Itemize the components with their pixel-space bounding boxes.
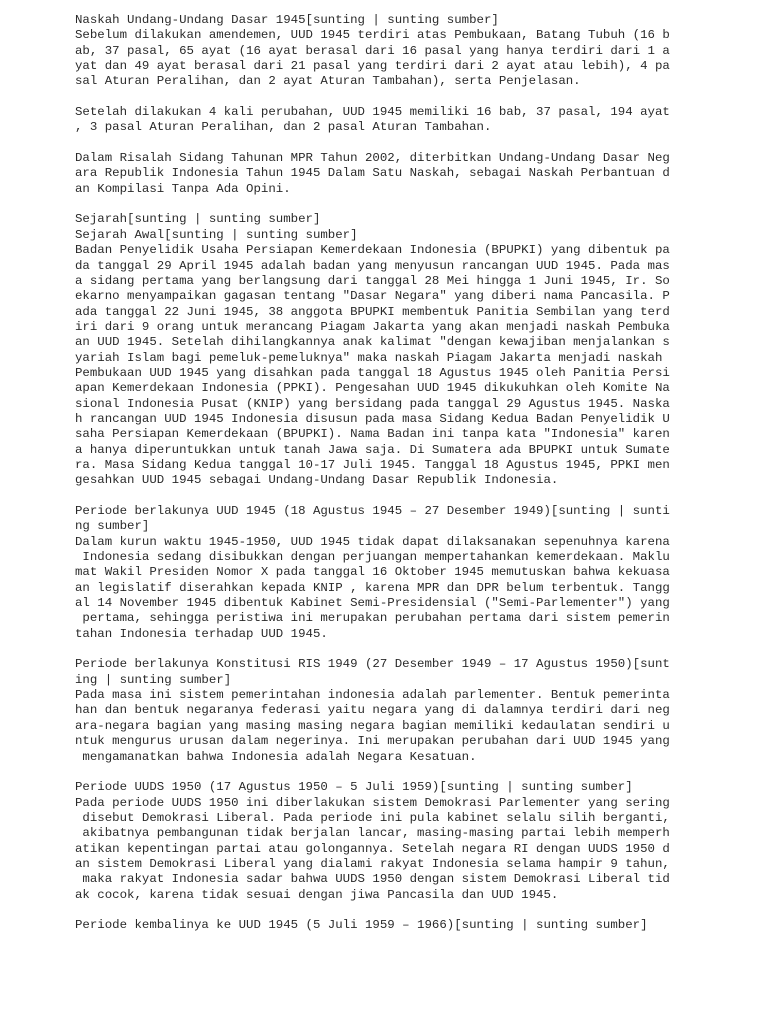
text-line: ak cocok, karena tidak sesuai dengan jiwa Pancasila dan UUD 1945. bbox=[75, 887, 559, 902]
text-line: pertama, sehingga peristiwa ini merupakan perubahan pertama dari sistem pemerin bbox=[75, 611, 670, 626]
text-line: apan Kemerdekaan Indonesia (PPKI). Pengesahan UUD 1945 dikukuhkan oleh Komite Na bbox=[75, 381, 670, 396]
text-line: an Kompilasi Tanpa Ada Opini. bbox=[75, 181, 291, 196]
text-line: saha Persiapan Kemerdekaan (BPUPKI). Nama Badan ini tanpa kata "Indonesia" karen bbox=[75, 427, 670, 442]
text-line: akibatnya pembangunan tidak berjalan lancar, masing-masing partai lebih memperh bbox=[75, 826, 670, 841]
section-heading-line: Sejarah Awal[sunting | sunting sumber] bbox=[75, 227, 358, 242]
section-heading-line: Periode berlakunya UUD 1945 (18 Agustus 1945 – 27 Desember 1949)[sunting | sunti bbox=[75, 504, 670, 518]
text-line: mat Wakil Presiden Nomor X pada tanggal 16 Oktober 1945 memutuskan bahwa kekuasa bbox=[75, 565, 670, 580]
section-heading-line: Periode kembalinya ke UUD 1945 (5 Juli 1959 – 1966)[sunting | sunting sumber] bbox=[75, 918, 648, 933]
text-line: Badan Penyelidik Usaha Persiapan Kemerdekaan Indonesia (BPUPKI) yang dibentuk pa bbox=[75, 243, 670, 258]
text-line: disebut Demokrasi Liberal. Pada periode ini pula kabinet selalu silih berganti, bbox=[75, 810, 670, 825]
text-line: ntuk mengurus urusan dalam negerinya. Ini merupakan perubahan dari UUD 1945 yang bbox=[75, 734, 670, 749]
text-line: ra. Masa Sidang Kedua tanggal 10-17 Juli 1945. Tanggal 18 Agustus 1945, PPKI men bbox=[75, 457, 670, 472]
text-line: mengamanatkan bahwa Indonesia adalah Negara Kesatuan. bbox=[75, 749, 477, 764]
section-heading-line: ng sumber] bbox=[75, 519, 150, 534]
blank-line bbox=[75, 642, 768, 657]
blank-line bbox=[75, 489, 768, 504]
blank-line bbox=[75, 197, 768, 212]
text-line: maka rakyat Indonesia sadar bahwa UUDS 1950 dengan sistem Demokrasi Liberal tid bbox=[75, 872, 670, 887]
text-line: an legislatif diserahkan kepada KNIP , karena MPR dan DPR belum terbentuk. Tangg bbox=[75, 580, 670, 595]
text-line: , 3 pasal Aturan Peralihan, dan 2 pasal Aturan Tambahan. bbox=[75, 120, 492, 135]
text-line: Setelah dilakukan 4 kali perubahan, UUD 1945 memiliki 16 bab, 37 pasal, 194 ayat bbox=[75, 105, 670, 120]
text-line: a sidang pertama yang berlangsung dari tanggal 28 Mei hingga 1 Juni 1945, Ir. So bbox=[75, 273, 670, 288]
text-line: a hanya diperuntukkan untuk tanah Jawa saja. Di Sumatera ada BPUPKI untuk Sumate bbox=[75, 442, 670, 457]
blank-line bbox=[75, 90, 768, 105]
text-line: ara-negara bagian yang masing masing negara bagian memiliki kedaulatan sendiri u bbox=[75, 718, 670, 733]
section-heading-line: ing | sunting sumber] bbox=[75, 672, 232, 687]
text-line: an sistem Demokrasi Liberal yang dialami rakyat Indonesia selama hampir 9 tahun, bbox=[75, 856, 670, 871]
text-line: gesahkan UUD 1945 sebagai Undang-Undang Dasar Republik Indonesia. bbox=[75, 473, 559, 488]
text-line: sional Indonesia Pusat (KNIP) yang bersidang pada tanggal 29 Agustus 1945. Naska bbox=[75, 396, 670, 411]
text-line: Dalam kurun waktu 1945-1950, UUD 1945 tidak dapat dilaksanakan sepenuhnya karena bbox=[75, 534, 670, 549]
text-line: an UUD 1945. Setelah dihilangkannya anak kalimat "dengan kewajiban menjalankan s bbox=[75, 335, 670, 350]
text-line: ab, 37 pasal, 65 ayat (16 ayat berasal dari 16 pasal yang hanya terdiri dari 1 a bbox=[75, 43, 670, 58]
text-line: Indonesia sedang disibukkan dengan perjuangan mempertahankan kemerdekaan. Maklu bbox=[75, 550, 670, 565]
text-line: Periode berlakunya Konstitusi RIS 1949 (27 Desember 1949 – 17 Agustus 1950)[sunt bbox=[75, 657, 670, 672]
blank-line bbox=[75, 903, 768, 918]
text-line: yariah Islam bagi pemeluk-pemeluknya" maka naskah Piagam Jakarta menjadi naskah bbox=[75, 350, 663, 365]
text-line: han dan bentuk negaranya federasi yaitu negara yang di dalamnya terdiri dari neg bbox=[75, 703, 670, 718]
text-line: ekarno menyampaikan gagasan tentang "Dasar Negara" yang diberi nama Pancasila. P bbox=[75, 289, 670, 304]
text-line: Pada periode UUDS 1950 ini diberlakukan sistem Demokrasi Parlementer yang sering bbox=[75, 795, 670, 810]
section-heading-line: Naskah Undang-Undang Dasar 1945[sunting | sunting sumber] bbox=[75, 13, 499, 27]
text-line: Pada masa ini sistem pemerintahan indonesia adalah parlementer. Bentuk pemerinta bbox=[75, 688, 670, 703]
text-line: sal Aturan Peralihan, dan 2 ayat Aturan Tambahan), serta Penjelasan. bbox=[75, 74, 581, 89]
blank-line bbox=[75, 765, 768, 780]
text-line: ada tanggal 22 Juni 1945, 38 anggota BPUPKI membentuk Panitia Sembilan yang terd bbox=[75, 304, 670, 319]
text-line: Pembukaan UUD 1945 yang disahkan pada tanggal 18 Agustus 1945 oleh Panitia Persi bbox=[75, 365, 670, 380]
text-line: yat dan 49 ayat berasal dari 21 pasal yang terdiri dari 2 ayat atau lebih), 4 pa bbox=[75, 59, 670, 74]
section-heading-line: Periode UUDS 1950 (17 Agustus 1950 – 5 Juli 1959)[sunting | sunting sumber] bbox=[75, 780, 633, 795]
text-line: Sebelum dilakukan amendemen, UUD 1945 terdiri atas Pembukaan, Batang Tubuh (16 b bbox=[75, 28, 670, 43]
section-heading-line: Sejarah[sunting | sunting sumber] bbox=[75, 212, 321, 227]
blank-line bbox=[75, 136, 768, 151]
text-line: al 14 November 1945 dibentuk Kabinet Semi-Presidensial ("Semi-Parlementer") yang bbox=[75, 596, 670, 611]
text-line: iri dari 9 orang untuk merancang Piagam Jakarta yang akan menjadi naskah Pembuka bbox=[75, 319, 670, 334]
text-line: ara Republik Indonesia Tahun 1945 Dalam Satu Naskah, sebagai Naskah Perbantuan d bbox=[75, 166, 670, 181]
text-line: da tanggal 29 April 1945 adalah badan yang menyusun rancangan UUD 1945. Pada mas bbox=[75, 258, 670, 273]
text-line: atikan kepentingan partai atau golongannya. Setelah negara RI dengan UUDS 1950 d bbox=[75, 841, 670, 856]
text-line: tahan Indonesia terhadap UUD 1945. bbox=[75, 626, 328, 641]
text-line: Dalam Risalah Sidang Tahunan MPR Tahun 2002, diterbitkan Undang-Undang Dasar Neg bbox=[75, 151, 670, 166]
text-line: h rancangan UUD 1945 Indonesia disusun pada masa Sidang Kedua Badan Penyelidik U bbox=[75, 411, 670, 426]
